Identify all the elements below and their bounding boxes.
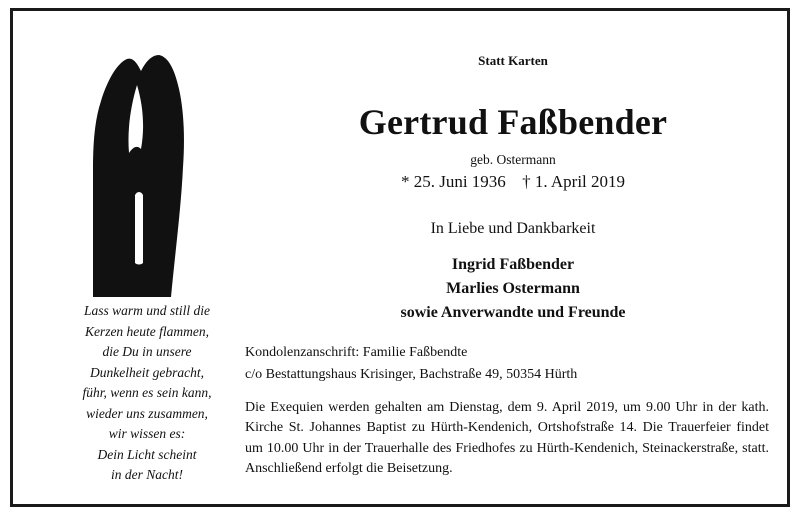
poem-line: wieder uns zusammen,: [86, 405, 208, 421]
poem-line: in der Nacht!: [111, 467, 183, 482]
condolence-line: Kondolenzanschrift: Familie Faßbendte: [245, 345, 468, 360]
birth-date: * 25. Juni 1936: [400, 172, 506, 191]
deceased-name: Gertrud Faßbender: [358, 102, 668, 142]
mourner: Marlies Ostermann: [446, 280, 580, 297]
poem-line: die Du in unsere: [102, 344, 192, 359]
birth-name: geb. Ostermann: [470, 152, 556, 167]
poem-line: Dein Licht scheint: [97, 446, 197, 462]
condolence-line: c/o Bestattungshaus Krisinger, Bachstraße 49, 50354 Hürth: [245, 367, 578, 382]
poem-line: Dunkelheit gebracht,: [90, 364, 204, 380]
service-details: Die Exequien werden gehalten am Dienstag, dem 9. April 2019, um 9.00 Uhr in der kath. Kirche St. Johannes Baptist zu Hürth-Kendenich, Ortshofstraße 14. Die Trauerfeier findet um 10.00 Uhr in der Trauerhalle des Friedhofes zu Hürth-Kendenich, Steinackerstraße, statt. Anschließend erfolgt die Beisetzung.: [245, 400, 769, 476]
life-dates: [243, 172, 783, 192]
condolence-address: [245, 342, 577, 386]
poem-line: Kerzen heute flammen,: [84, 323, 210, 339]
header-text: Statt Karten: [478, 53, 548, 68]
poem-line: Lass warm und still die: [83, 303, 211, 318]
mourner: sowie Anverwandte und Freunde: [400, 304, 626, 321]
death-date: † 1. April 2019: [522, 172, 626, 191]
poem-line: führ, wenn es sein kann,: [82, 385, 212, 400]
embracing-figures-image: [71, 49, 201, 297]
dedication: In Liebe und Dankbarkeit: [430, 220, 596, 237]
mourners-list: [243, 253, 783, 325]
poem: [49, 301, 245, 486]
obituary-frame: [10, 8, 790, 507]
mourner: Ingrid Faßbender: [451, 256, 575, 273]
poem-line: wir wissen es:: [108, 426, 186, 441]
